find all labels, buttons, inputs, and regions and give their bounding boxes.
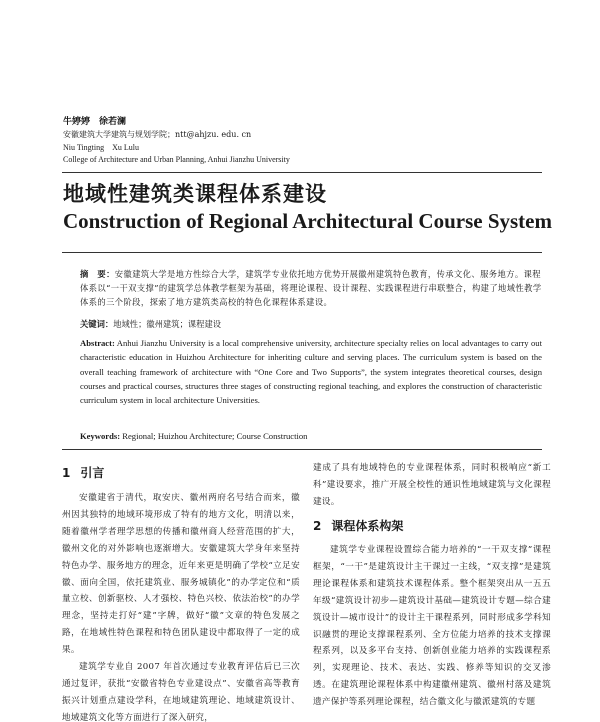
section-2-number: 2 <box>313 519 322 533</box>
abstract-en-text: Anhui Jianzhu University is a local comprehensive university, architecture specialty relies on local advantages to carry out characteristic education in Huizhou Architecture for inheriting culture and serving places. The curriculum system is based on the overall teaching framework of architecture with “One Core and Two Supports”, the system integrates theoretical courses, design courses and practical courses, structures three stages of constructing regional teaching, and explores the construction of characteristic curriculum system in local architecture Universities. <box>80 338 542 406</box>
author-affiliation-en: College of Architecture and Urban Planning, Anhui Jianzhu University <box>63 155 290 164</box>
title-divider <box>62 252 542 253</box>
keywords-cn <box>80 318 221 331</box>
left-column <box>62 460 300 722</box>
section-2-title: 课程体系构架 <box>331 519 404 533</box>
header-divider <box>62 172 542 173</box>
section-1-title: 引言 <box>80 466 105 480</box>
author-names: 牛婷婷 徐若澜 <box>63 117 127 127</box>
abstract-divider <box>62 449 542 450</box>
keywords-en-label: Keywords: <box>80 431 121 441</box>
abstract-cn <box>80 267 542 309</box>
title-en: Construction of Regional Architectural Course System <box>63 209 552 233</box>
keywords-en <box>80 430 307 443</box>
abstract-cn-text: 安徽建筑大学是地方性综合大学，建筑学专业依托地方优势开展徽州建筑特色教育，传承文化、服务地方。课程体系以“一干双支撑”的建筑学总体教学框架为基础，将理论课程、设计课程、实践课程进行串联整合，构建了地域性教学体系的三个阶段，探索了地方建筑类高校的特色化课程体系建设。 <box>80 269 542 307</box>
author-names-en: Niu Tingting Xu Lulu <box>63 143 140 152</box>
abstract-cn-label: 摘 要： <box>80 269 115 279</box>
section-1-paragraph: 安徽建省于清代，取安庆、徽州两府名号结合而来，徽州因其独特的地域环境形成了特有的地方文化，明清以来，随着徽州学者理学思想的传播和徽州商人经营范围的扩大，徽州文化的对外影响也逐渐增大。安徽建筑大学身年来坚持特色办学、服务地方的理念，近年来更是明确了学校“立足安徽、面向全国，依托建筑业、服务城镇化”的办学定位和“质量立校、创新驱校、人才强校、特色兴校、依法治校”的办学理念，坚持走打好“建”字牌，做好“徽”文章的特色发展之路，在地域性特色课程和特色团队建设中都取得了一定的成果。 <box>62 493 300 656</box>
keywords-en-text: Regional; Huizhou Architecture; Course Construction <box>122 431 308 441</box>
section-1-heading <box>62 465 104 481</box>
abstract-en-label: Abstract: <box>80 338 115 348</box>
title-cn: 地域性建筑类课程体系建设 <box>63 182 327 206</box>
section-2-paragraph: 建筑学专业课程设置综合能力培养的“一干双支撑”课程框架，“一干”是建筑设计主干课过一主线，“双支撑”是建筑理论课程体系和建筑技术课程体系。整个框架突出从一五五年级“建筑设计初步—建筑设计基础—建筑设计专题—综合建筑设计—城市设计”的设计主干课程系列，同时形成多学科知识融贯的理论支撑课程系列、全方位能力培养的技术支撑课程系列，以及多平台支持、创新创业能力培养的实践课程系列，实现理论、技术、表达、实践、修养等知识的交叉渗透。在建筑理论课程体系中构建徽州建筑、徽州村落及建筑遗产保护等系列理论课程，结合徽文化与徽派建筑的专题 <box>313 545 551 708</box>
author-affiliation: 安徽建筑大学建筑与规划学院；ntt@ahjzu. edu. cn <box>63 130 252 139</box>
abstract-en <box>80 336 542 407</box>
section-1-continued <box>313 460 551 511</box>
section-2-body <box>313 542 551 711</box>
section-1-number: 1 <box>62 466 71 480</box>
section-2-heading <box>313 518 403 534</box>
keywords-cn-label: 关键词： <box>80 319 114 329</box>
section-1-paragraph: 建筑学专业自 2007 年首次通过专业教育评估后已三次通过复评，获批“安徽省特色专业建设点”、安徽省高等教育振兴计划重点建设学科，在地域建筑理论、地域建筑设计、地域建筑文化等方面进行了深入研究， <box>62 662 300 722</box>
section-1-body <box>62 490 300 722</box>
keywords-cn-text: 地域性；徽州建筑；课程建设 <box>113 319 222 329</box>
section-1-continued-text: 建成了具有地域特色的专业课程体系，同时积极响应“新工科”建设要求，推广开展全校性的通识性地域建筑与文化课程建设。 <box>313 463 551 507</box>
right-column <box>313 460 551 722</box>
